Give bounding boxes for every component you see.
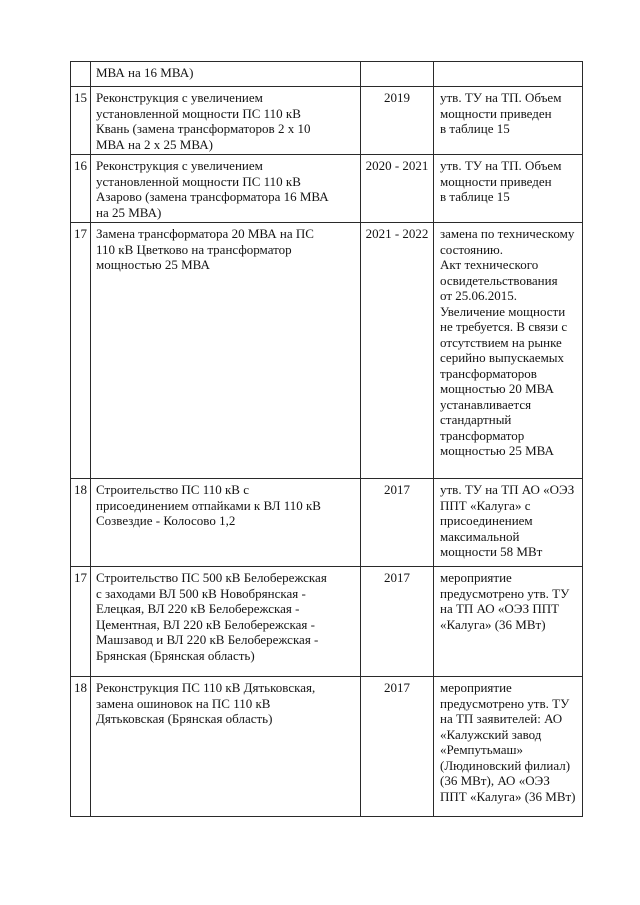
justification-note: утв. ТУ на ТП. Объем мощности приведен в таблице 15	[434, 87, 583, 155]
row-number: 18	[71, 677, 91, 817]
measure-description: Реконструкция с увеличением установленной мощности ПС 110 кВ Квань (замена трансформаторов 2 х 10 МВА на 2 х 25 МВА)	[91, 87, 361, 155]
row-number: 18	[71, 479, 91, 567]
measure-description: Строительство ПС 110 кВ с присоединением отпайками к ВЛ 110 кВ Созвездие - Колосово 1,2	[91, 479, 361, 567]
table-row	[71, 479, 583, 567]
table-row	[71, 155, 583, 223]
justification-note: замена по техническому состоянию. Акт технического освидетельствования от 25.06.2015. Увеличение мощности не требуется. В связи с отсутствием на рынке серийно выпускаемых трансформаторов мощностью 20 МВА устанавливается стандартный трансформатор мощностью 25 МВА	[434, 223, 583, 479]
row-number: 17	[71, 567, 91, 677]
implementation-year: 2017	[361, 479, 434, 567]
implementation-year: 2020 - 2021	[361, 155, 434, 223]
measure-description: Строительство ПС 500 кВ Белобережская с заходами ВЛ 500 кВ Новобрянская - Елецкая, ВЛ 220 кВ Белобережская - Цементная, ВЛ 220 кВ Белобережская - Машзавод и ВЛ 220 кВ Белобережская - Брянская (Брянская область)	[91, 567, 361, 677]
justification-note	[434, 62, 583, 87]
implementation-year	[361, 62, 434, 87]
implementation-year: 2017	[361, 567, 434, 677]
row-number	[71, 62, 91, 87]
implementation-year: 2019	[361, 87, 434, 155]
justification-note: утв. ТУ на ТП. Объем мощности приведен в таблице 15	[434, 155, 583, 223]
measure-description: Реконструкция с увеличением установленной мощности ПС 110 кВ Азарово (замена трансформатора 16 МВА на 25 МВА)	[91, 155, 361, 223]
measure-description: Замена трансформатора 20 МВА на ПС 110 кВ Цветково на трансформатор мощностью 25 МВА	[91, 223, 361, 479]
table-row	[71, 87, 583, 155]
row-number: 16	[71, 155, 91, 223]
measure-description: МВА на 16 МВА)	[91, 62, 361, 87]
justification-note: мероприятие предусмотрено утв. ТУ на ТП заявителей: АО «Калужский завод «Ремпутьмаш» (Людиновский филиал) (36 МВт), АО «ОЭЗ ППТ «Калуга» (36 МВт)	[434, 677, 583, 817]
implementation-year: 2017	[361, 677, 434, 817]
row-number: 15	[71, 87, 91, 155]
table-row	[71, 567, 583, 677]
measure-description: Реконструкция ПС 110 кВ Дятьковская, замена ошиновок на ПС 110 кВ Дятьковская (Брянская область)	[91, 677, 361, 817]
measures-table	[70, 61, 583, 817]
table-row	[71, 223, 583, 479]
table-row	[71, 62, 583, 87]
justification-note: мероприятие предусмотрено утв. ТУ на ТП АО «ОЭЗ ППТ «Калуга» (36 МВт)	[434, 567, 583, 677]
row-number: 17	[71, 223, 91, 479]
table-row	[71, 677, 583, 817]
justification-note: утв. ТУ на ТП АО «ОЭЗ ППТ «Калуга» с присоединением максимальной мощности 58 МВт	[434, 479, 583, 567]
implementation-year: 2021 - 2022	[361, 223, 434, 479]
